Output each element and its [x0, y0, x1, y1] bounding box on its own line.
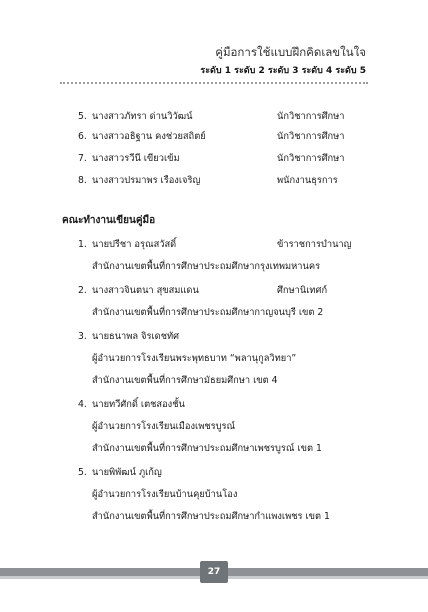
member-number: 4. [78, 399, 87, 410]
member-position: ผู้อำนวยการโรงเรียนเมืองเพชรบูรณ์ [92, 421, 236, 432]
member-name: นางสาวจินตนา สุขสมแดน [92, 285, 199, 296]
staff-row [78, 110, 378, 124]
staff-number: 5. [78, 111, 87, 122]
member-row [78, 238, 378, 252]
member-name: นายทวีศักดิ์ เตชสองชั้น [92, 399, 185, 410]
member-number: 1. [78, 239, 87, 250]
staff-name: นางสาวภัทรา ด่านวิวัฒน์ [92, 111, 193, 122]
member-affiliation: สำนักงานเขตพื้นที่การศึกษาประถมศึกษากรุงเทพมหานคร [92, 261, 321, 272]
member-name: นายพิพัฒน์ ภูเก้ญ [92, 467, 162, 478]
member-affiliation: สำนักงานเขตพื้นที่การศึกษาประถมศึกษากำแพงเพชร เขต 1 [92, 511, 330, 522]
member-role: ข้าราชการบำนาญ [277, 239, 352, 250]
working-group-title: คณะทำงานเขียนคู่มือ [62, 215, 156, 226]
page-number: 27 [200, 561, 228, 583]
level-list: ระดับ 1 ระดับ 2 ระดับ 3 ระดับ 4 ระดับ 5 [200, 66, 366, 76]
staff-name: นางสาวปรมาพร เรืองเจริญ [92, 175, 201, 186]
staff-number: 6. [78, 131, 87, 142]
staff-name: นางสาวอธิฐาน คงช่วยสถิตย์ [92, 131, 206, 142]
member-number: 5. [78, 467, 87, 478]
member-affiliation: สำนักงานเขตพื้นที่การศึกษาประถมศึกษากาญจนบุรี เขต 2 [92, 307, 324, 318]
member-position: ผู้อำนวยการโรงเรียนพระพุทธบาท “พลานุกูลวิทยา” [92, 353, 297, 364]
staff-number: 7. [78, 153, 87, 164]
member-row [78, 466, 378, 480]
member-number: 2. [78, 285, 87, 296]
staff-row [78, 174, 378, 188]
member-role: ศึกษานิเทศก์ [277, 285, 328, 296]
member-row [78, 330, 378, 344]
staff-role: นักวิชาการศึกษา [277, 131, 345, 142]
staff-row [78, 130, 378, 144]
staff-row [78, 152, 378, 166]
member-name: นายปรีชา อรุณสวัสดิ์ [92, 239, 177, 250]
member-row [78, 284, 378, 298]
member-name: นายธนาพล จิรเดชทัศ [92, 331, 180, 342]
page-header [200, 44, 366, 78]
member-affiliation: สำนักงานเขตพื้นที่การศึกษามัธยมศึกษา เขต 4 [92, 375, 278, 386]
dotted-divider [60, 82, 368, 84]
manual-title: คู่มือการใช้แบบฝึกคิดเลขในใจ [215, 45, 366, 59]
member-affiliation: สำนักงานเขตพื้นที่การศึกษาประถมศึกษาเพชรบูรณ์ เขต 1 [92, 443, 322, 454]
member-row [78, 398, 378, 412]
staff-number: 8. [78, 175, 87, 186]
staff-role: นักวิชาการศึกษา [277, 111, 345, 122]
staff-name: นางสาวรวีนี เขียวเข้ม [92, 153, 180, 164]
staff-role: นักวิชาการศึกษา [277, 153, 345, 164]
staff-role: พนักงานธุรการ [277, 175, 338, 186]
member-position: ผู้อำนวยการโรงเรียนบ้านคุยบ้านโอง [92, 489, 238, 500]
member-number: 3. [78, 331, 87, 342]
